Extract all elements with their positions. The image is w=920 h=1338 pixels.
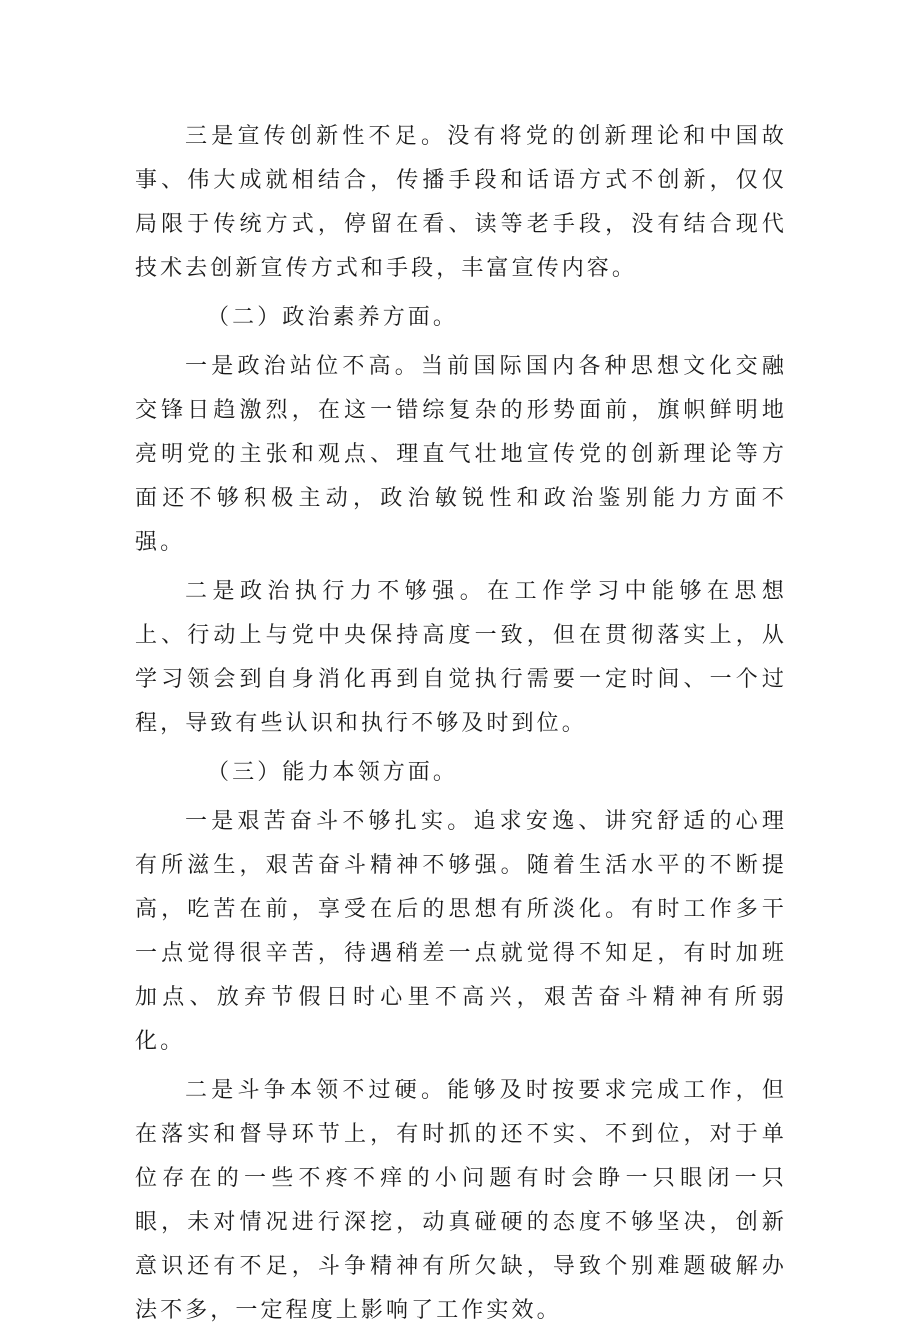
section-heading-ability: （三）能力本领方面。 — [207, 760, 459, 785]
paragraph-hard-work: 一是艰苦奋斗不够扎实。追求安逸、讲究舒适的心理有所滋生，艰苦奋斗精神不够强。随着生活水平的不断提高，吃苦在前，享受在后的思想有所淡化。有时工作多干一点觉得很辛苦，待遇稍差一点就觉得不知足，有时加班加点、放弃节假日时心里不高兴，艰苦奋斗精神有所弱化。 — [135, 809, 787, 1054]
paragraph-struggle-ability: 二是斗争本领不过硬。能够及时按要求完成工作，但在落实和督导环节上，有时抓的还不实、不到位，对于单位存在的一些不疼不痒的小问题有时会睁一只眼闭一只眼，未对情况进行深挖，动真碰硬的态度不够坚决，创新意识还有不足，斗争精神有所欠缺，导致个别难题破解办法不多，一定程度上影响了工作实效。 — [135, 1078, 787, 1323]
paragraph-political-stance: 一是政治站位不高。当前国际国内各种思想文化交融交锋日趋激烈，在这一错综复杂的形势面前，旗帜鲜明地亮明党的主张和观点、理直气壮地宣传党的创新理论等方面还不够积极主动，政治敏锐性和政治鉴别能力方面不强。 — [135, 354, 787, 555]
document-body — [135, 115, 787, 1338]
paragraph-publicity-innovation: 三是宣传创新性不足。没有将党的创新理论和中国故事、伟大成就相结合，传播手段和话语方式不创新，仅仅局限于传统方式，停留在看、读等老手段，没有结合现代技术去创新宣传方式和手段，丰富宣传内容。 — [135, 124, 787, 281]
paragraph-political-execution: 二是政治执行力不够强。在工作学习中能够在思想上、行动上与党中央保持高度一致，但在贯彻落实上，从学习领会到自身消化再到自觉执行需要一定时间、一个过程，导致有些认识和执行不够及时到位。 — [135, 579, 787, 736]
section-heading-political-literacy: （二）政治素养方面。 — [207, 305, 459, 330]
